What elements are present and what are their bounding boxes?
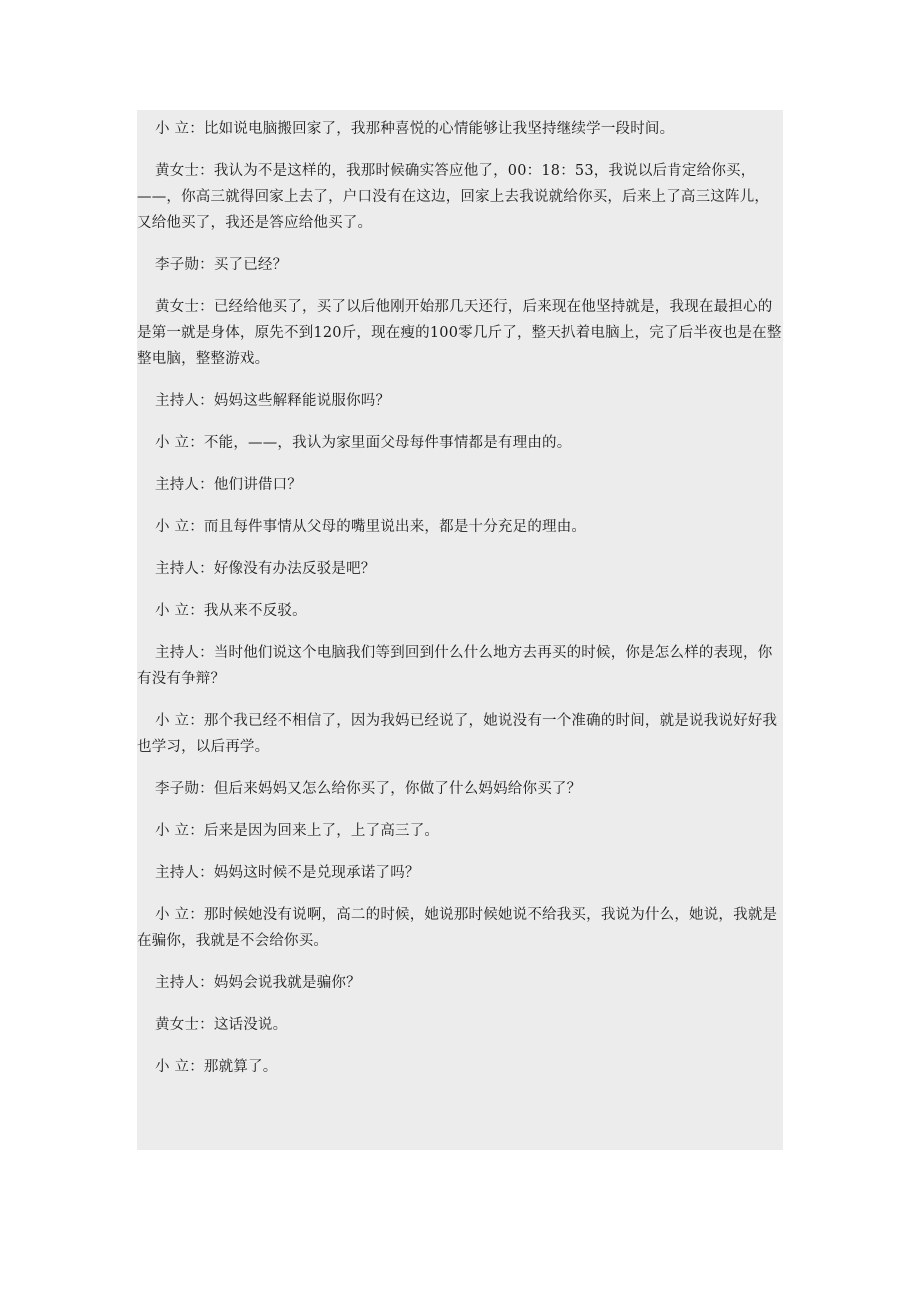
- speaker-label: 主持人：: [155, 393, 214, 409]
- utterance-text: 我认为不是这样的，我那时候确实答应他了，00：18：53，我说以后肯定给你买，——，你高三就得回家上去了，户口没有在这边，回家上去我说就给你买，后来上了高三这阵儿，又给他买了，我还是答应给他买了。: [137, 163, 770, 231]
- transcript-paragraph: [137, 818, 783, 844]
- speaker-label: 黄女士：: [155, 299, 214, 315]
- transcript-paragraph: [137, 472, 783, 498]
- speaker-label: 小 立：: [155, 713, 204, 729]
- utterance-text: 我从来不反驳。: [203, 603, 307, 619]
- speaker-label: 小 立：: [155, 603, 204, 619]
- speaker-label: 主持人：: [155, 645, 214, 661]
- transcript-paragraph: [137, 640, 783, 692]
- speaker-label: 主持人：: [155, 561, 214, 577]
- utterance-text: 妈妈会说我就是骗你？: [213, 975, 361, 991]
- utterance-text: 那时候她没有说啊，高二的时候，她说那时候她说不给我买，我说为什么，她说，我就是在骗你，我就是不会给你买。: [137, 907, 778, 949]
- utterance-text: 比如说电脑搬回家了，我那种喜悦的心情能够让我坚持继续学一段时间。: [203, 121, 675, 137]
- speaker-label: 小 立：: [155, 823, 204, 839]
- transcript-paragraph: [137, 556, 783, 582]
- utterance-text: 不能，——，我认为家里面父母每件事情都是有理由的。: [203, 435, 572, 451]
- transcript-paragraph: [137, 430, 783, 456]
- speaker-label: 主持人：: [155, 865, 214, 881]
- transcript-paragraph: [137, 860, 783, 886]
- utterance-text: 后来是因为回来上了，上了高三了。: [203, 823, 440, 839]
- speaker-label: 李子勋：: [155, 257, 214, 273]
- speaker-label: 主持人：: [155, 975, 214, 991]
- utterance-text: 他们讲借口？: [213, 477, 303, 493]
- speaker-label: 黄女士：: [155, 1017, 214, 1033]
- transcript-paragraph: [137, 598, 783, 624]
- transcript-paragraph: [137, 708, 783, 760]
- utterance-text: 买了已经？: [213, 257, 288, 273]
- transcript-paragraph: [137, 970, 783, 996]
- document-page: [137, 110, 783, 1150]
- speaker-label: 小 立：: [155, 907, 204, 923]
- utterance-text: 但后来妈妈又怎么给你买了，你做了什么妈妈给你买了？: [213, 781, 582, 797]
- utterance-text: 当时他们说这个电脑我们等到回到什么什么地方去再买的时候，你是怎么样的表现，你有没有争辩？: [137, 645, 773, 687]
- utterance-text: 而且每件事情从父母的嘴里说出来，都是十分充足的理由。: [203, 519, 587, 535]
- speaker-label: 小 立：: [155, 435, 204, 451]
- transcript-paragraph: [137, 158, 783, 236]
- transcript-paragraph: [137, 1012, 783, 1038]
- transcript-paragraph: [137, 294, 783, 372]
- speaker-label: 黄女士：: [155, 163, 214, 179]
- speaker-label: 小 立：: [155, 121, 204, 137]
- speaker-label: 李子勋：: [155, 781, 214, 797]
- transcript-paragraph: [137, 902, 783, 954]
- transcript-paragraph: [137, 776, 783, 802]
- utterance-text: 那个我已经不相信了，因为我妈已经说了，她说没有一个准确的时间，就是说我说好好我也学习，以后再学。: [137, 713, 778, 755]
- transcript-paragraph: [137, 388, 783, 414]
- utterance-text: 这话没说。: [213, 1017, 288, 1033]
- speaker-label: 主持人：: [155, 477, 214, 493]
- speaker-label: 小 立：: [155, 519, 204, 535]
- transcript-paragraph: [137, 116, 783, 142]
- utterance-text: 好像没有办法反驳是吧？: [213, 561, 376, 577]
- transcript-paragraph: [137, 252, 783, 278]
- speaker-label: 小 立：: [155, 1059, 204, 1075]
- utterance-text: 妈妈这些解释能说服你吗？: [213, 393, 391, 409]
- transcript-paragraph: [137, 1054, 783, 1080]
- transcript-paragraph: [137, 514, 783, 540]
- utterance-text: 那就算了。: [203, 1059, 278, 1075]
- utterance-text: 妈妈这时候不是兑现承诺了吗？: [213, 865, 420, 881]
- utterance-text: 已经给他买了，买了以后他刚开始那几天还行，后来现在他坚持就是，我现在最担心的是第一就是身体，原先不到120斤，现在瘦的100零几斤了，整天扒着电脑上，完了后半夜也是在整整电脑，整整游戏。: [137, 299, 782, 367]
